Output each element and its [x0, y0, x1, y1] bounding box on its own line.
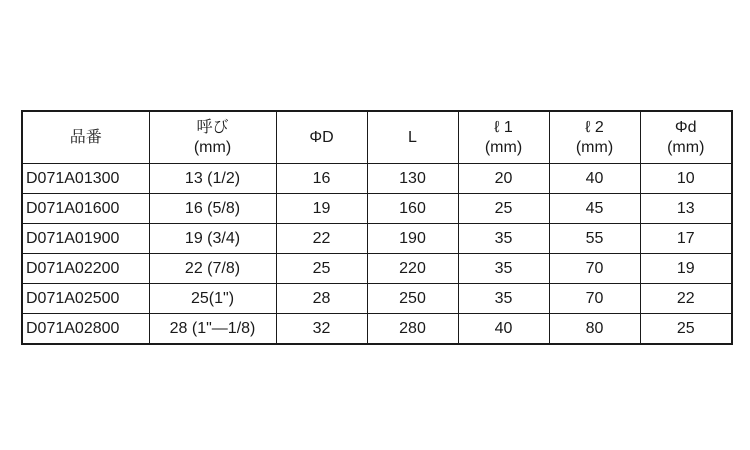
header-shank-diameter: [640, 111, 732, 164]
header-length: [367, 111, 458, 164]
l1-cell: 35: [458, 254, 549, 284]
part-number-cell: D071A01300: [22, 164, 149, 194]
nominal-size-cell: 16 (5/8): [149, 194, 276, 224]
part-number-cell: D071A02800: [22, 314, 149, 345]
l2-cell: 55: [549, 224, 640, 254]
part-number-cell: D071A02200: [22, 254, 149, 284]
header-label: 品番: [69, 128, 102, 146]
table-row: [22, 194, 732, 224]
part-number-cell: D071A02500: [22, 284, 149, 314]
outer-diameter-cell: 25: [276, 254, 367, 284]
table-row: [22, 164, 732, 194]
l2-cell: 80: [549, 314, 640, 345]
l1-cell: 20: [458, 164, 549, 194]
nominal-size-cell: 22 (7/8): [149, 254, 276, 284]
outer-diameter-cell: 16: [276, 164, 367, 194]
l1-cell: 35: [458, 224, 549, 254]
header-unit: (mm): [575, 138, 614, 156]
nominal-size-cell: 28 (1"—1/8): [149, 314, 276, 345]
part-number-cell: D071A01900: [22, 224, 149, 254]
shank-diameter-cell: 22: [640, 284, 732, 314]
shank-diameter-cell: 10: [640, 164, 732, 194]
header-label: ℓ 1: [494, 118, 513, 136]
header-label: ΦD: [309, 128, 334, 146]
shank-diameter-cell: 17: [640, 224, 732, 254]
table-row: [22, 314, 732, 345]
l2-cell: 40: [549, 164, 640, 194]
outer-diameter-cell: 22: [276, 224, 367, 254]
header-label: L: [408, 128, 417, 146]
table-row: [22, 254, 732, 284]
length-cell: 190: [367, 224, 458, 254]
length-cell: 280: [367, 314, 458, 345]
nominal-size-cell: 25(1"): [149, 284, 276, 314]
l2-cell: 70: [549, 284, 640, 314]
header-nominal-size: [149, 111, 276, 164]
header-part-number: [22, 111, 149, 164]
length-cell: 160: [367, 194, 458, 224]
header-l2: [549, 111, 640, 164]
l1-cell: 25: [458, 194, 549, 224]
shank-diameter-cell: 19: [640, 254, 732, 284]
l2-cell: 45: [549, 194, 640, 224]
part-number-cell: D071A01600: [22, 194, 149, 224]
length-cell: 250: [367, 284, 458, 314]
l2-cell: 70: [549, 254, 640, 284]
table-row: [22, 284, 732, 314]
header-unit: (mm): [667, 138, 705, 156]
outer-diameter-cell: 28: [276, 284, 367, 314]
shank-diameter-cell: 13: [640, 194, 732, 224]
header-unit: (mm): [484, 138, 523, 156]
shank-diameter-cell: 25: [640, 314, 732, 345]
header-unit: (mm): [193, 138, 232, 156]
header-label: ℓ 2: [585, 118, 604, 136]
header-label: 呼び: [196, 118, 229, 136]
table-row: [22, 224, 732, 254]
spec-table: [21, 110, 733, 345]
header-label: Φd: [674, 118, 697, 136]
header-row: [22, 111, 732, 164]
header-outer-diameter: [276, 111, 367, 164]
l1-cell: 35: [458, 284, 549, 314]
outer-diameter-cell: 19: [276, 194, 367, 224]
header-l1: [458, 111, 549, 164]
nominal-size-cell: 19 (3/4): [149, 224, 276, 254]
l1-cell: 40: [458, 314, 549, 345]
length-cell: 220: [367, 254, 458, 284]
nominal-size-cell: 13 (1/2): [149, 164, 276, 194]
length-cell: 130: [367, 164, 458, 194]
outer-diameter-cell: 32: [276, 314, 367, 345]
